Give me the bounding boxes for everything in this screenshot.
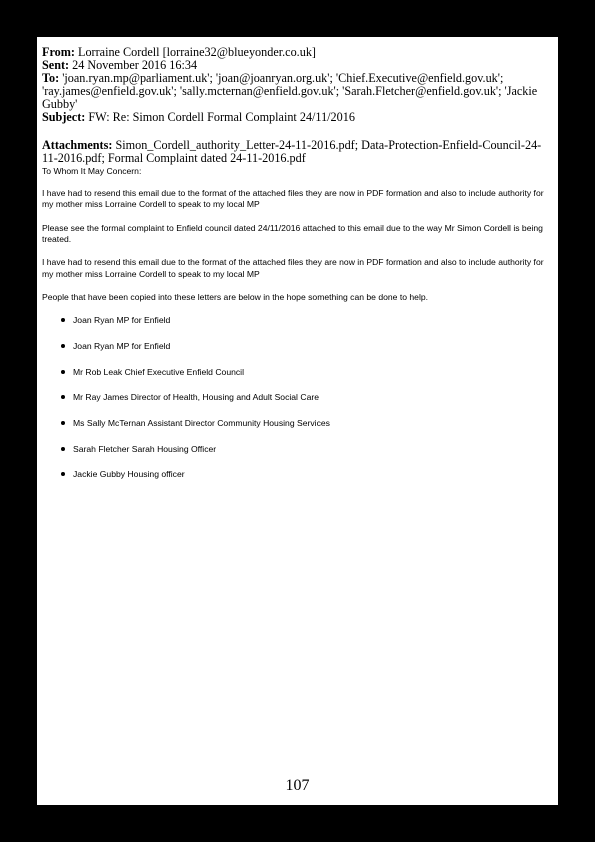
list-item <box>42 392 554 403</box>
page-number: 107 <box>285 777 310 794</box>
bullet-icon <box>61 344 65 348</box>
person-name: Sarah Fletcher Sarah Housing Officer <box>73 443 217 454</box>
sent-value: 24 November 2016 16:34 <box>72 58 198 73</box>
document-page <box>37 37 558 805</box>
header-gap <box>42 125 554 139</box>
from-value: Lorraine Cordell [lorraine32@blueyonder.co.uk] <box>78 45 316 59</box>
bullet-icon <box>61 421 65 425</box>
to-value: 'joan.ryan.mp@parliament.uk'; 'joan@joanryan.org.uk'; 'Chief.Executive@enfield.gov.uk'; 'ray.james@enfield.gov.uk'; 'sally.mcternan@enfield.gov.uk'; 'Sarah.Fletcher@enfield.gov.uk'; 'Jackie Gubby' <box>42 71 538 112</box>
person-name: Ms Sally McTernan Assistant Director Community Housing Services <box>73 417 330 428</box>
attachments-label: Attachments: <box>42 137 113 152</box>
list-item <box>42 341 554 352</box>
list-item <box>42 367 554 378</box>
person-name: Mr Rob Leak Chief Executive Enfield Council <box>73 366 245 377</box>
subject-label: Subject: <box>42 110 86 125</box>
person-name: Joan Ryan MP for Enfield <box>73 340 171 351</box>
email-header <box>42 46 554 165</box>
bullet-icon <box>61 370 65 374</box>
bullet-icon <box>61 395 65 399</box>
subject-value: FW: Re: Simon Cordell Formal Complaint 24/11/2016 <box>88 110 355 125</box>
person-name: Joan Ryan MP for Enfield <box>73 315 171 326</box>
paragraph-2: Please see the formal complaint to Enfield council dated 24/11/2016 attached to this email due to the way Mr Simon Cordell is being treated. <box>42 222 543 244</box>
list-item <box>42 315 554 326</box>
list-item <box>42 444 554 455</box>
greeting: To Whom It May Concern: <box>42 165 142 176</box>
bullet-icon <box>61 472 65 476</box>
attachments-line <box>42 139 554 165</box>
paragraph-3: I have had to resend this email due to the format of the attached files they are now in PDF formation and also to include authority for my mother miss Lorraine Cordell to speak to my local MP <box>42 257 544 279</box>
paragraph-4: People that have been copied into these letters are below in the hope something can be done to help. <box>42 291 429 302</box>
to-line <box>42 72 554 111</box>
from-label: From: <box>42 45 75 59</box>
to-label: To: <box>42 71 60 86</box>
email-body <box>42 166 554 481</box>
list-item <box>42 469 554 480</box>
bullet-icon <box>61 318 65 322</box>
person-name: Mr Ray James Director of Health, Housing and Adult Social Care <box>73 392 319 403</box>
attachments-value: Simon_Cordell_authority_Letter-24-11-2016.pdf; Data-Protection-Enfield-Council-24-11-2016.pdf; Formal Complaint dated 24-11-2016.pdf <box>42 137 542 165</box>
bullet-icon <box>61 447 65 451</box>
sent-label: Sent: <box>42 58 70 73</box>
copied-people-list <box>42 315 554 480</box>
paragraph-1: I have had to resend this email due to the format of the attached files they are now in PDF formation and also to include authority for my mother miss Lorraine Cordell to speak to my local MP <box>42 188 544 210</box>
list-item <box>42 418 554 429</box>
person-name: Jackie Gubby Housing officer <box>73 469 185 480</box>
subject-line <box>42 111 554 124</box>
